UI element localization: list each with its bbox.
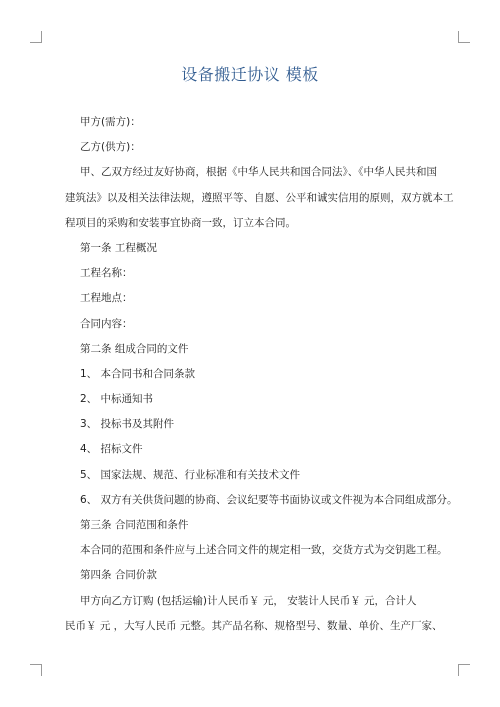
article-3-heading: 第三条 合同范围和条件	[80, 519, 189, 531]
list-item-6: 6、 双方有关供货问题的协商、会议纪要等书面协议或文件视为本合同组成部分。	[80, 493, 458, 506]
crop-mark-bottom-left	[30, 664, 42, 676]
article-4-heading: 第四条 合同价款	[80, 569, 157, 582]
list-item-1: 1、 本合同书和合同条款	[80, 367, 196, 380]
preamble-line-1: 甲、乙双方经过友好协商，根据《中华人民共和国合同法》、《中华人民共和国	[80, 166, 437, 179]
project-name-line: 工程名称：	[80, 267, 133, 280]
list-item-5: 5、 国家法规、规范、行业标准和有关技术文件	[80, 468, 301, 481]
list-item-2: 2、 中标通知书	[80, 393, 154, 406]
article-4-text-line-2: 民币￥ 元 ，大写人民币 元整。其产品名称、规格型号、数量、单价、生产厂家、	[65, 619, 443, 632]
contract-content-line: 合同内容：	[80, 317, 133, 330]
article-2-heading: 第二条 组成合同的文件	[80, 342, 189, 355]
preamble-line-2: 建筑法》以及相关法律法规，遵照平等、自愿、公平和诚实信用的原则，双方就本工	[65, 191, 454, 204]
crop-mark-top-left	[30, 31, 42, 43]
list-item-3: 3、 投标书及其附件	[80, 418, 175, 431]
party-a-line: 甲方(需方)：	[80, 116, 141, 128]
preamble-line-3: 程项目的采购和安装事宜协商一致，订立本合同。	[65, 216, 296, 229]
list-item-4: 4、 招标文件	[80, 443, 143, 456]
project-location-line: 工程地点：	[80, 292, 133, 305]
document-title: 设备搬迁协议 模板	[181, 65, 319, 84]
article-1-heading: 第一条 工程概况	[80, 241, 157, 254]
document-body	[65, 110, 458, 639]
crop-mark-top-right	[458, 31, 470, 43]
article-4-text-line-1: 甲方向乙方订购 (包括运输)计人民币￥ 元， 安装计人民币￥ 元，合计人	[80, 594, 417, 607]
article-3-text: 本合同的范围和条件应与上述合同文件的规定相一致，交货方式为交钥匙工程。	[80, 544, 448, 557]
party-b-line: 乙方(供方)：	[80, 141, 141, 154]
crop-mark-bottom-right	[458, 664, 470, 676]
